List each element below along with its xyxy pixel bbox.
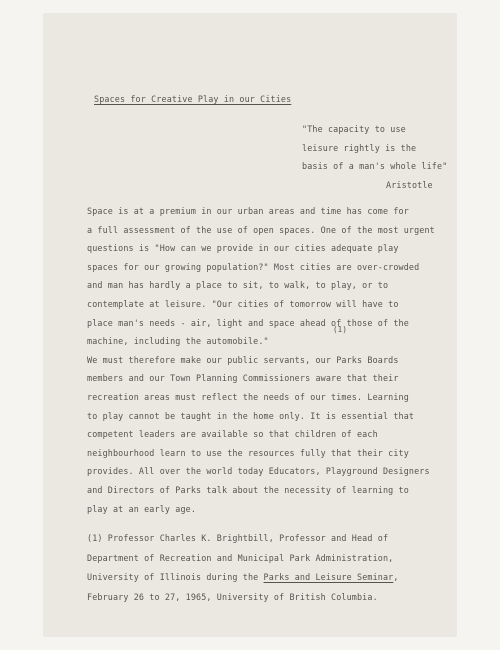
footnote-text: University of Illinois during the bbox=[87, 572, 264, 582]
footnote-line: (1) Professor Charles K. Brightbill, Professor and Head of bbox=[87, 533, 389, 543]
epigraph-quote bbox=[302, 120, 462, 194]
body-text bbox=[87, 202, 467, 518]
seminar-title: Parks and Leisure Seminar bbox=[263, 572, 394, 582]
body-line: provides. All over the world today Educators, Playground Designers bbox=[87, 466, 430, 477]
body-line: and man has hardly a place to sit, to walk, to play, or to bbox=[87, 280, 389, 291]
body-line: to play cannot be taught in the home only. It is essential that bbox=[87, 410, 415, 421]
body-line: members and our Town Planning Commissioners aware that their bbox=[87, 373, 399, 384]
quote-author: Aristotle bbox=[386, 179, 433, 190]
document-title: Spaces for Creative Play in our Cities bbox=[94, 94, 292, 104]
footnote bbox=[87, 529, 467, 607]
document-page bbox=[44, 14, 456, 636]
body-line: play at an early age. bbox=[87, 503, 197, 514]
body-line: contemplate at leisure. "Our cities of tomorrow will have to bbox=[87, 298, 399, 309]
footnote-text: , bbox=[393, 572, 399, 582]
footnote-line bbox=[87, 568, 467, 588]
footnote-line: Department of Recreation and Municipal Park Administration, bbox=[87, 552, 394, 563]
body-line: recreation areas must reflect the needs of our times. Learning bbox=[87, 391, 409, 402]
body-line: competent leaders are available so that children of each bbox=[87, 429, 378, 440]
body-line: Space is at a premium in our urban areas and time has come for bbox=[87, 206, 409, 216]
quote-line: basis of a man's whole life" bbox=[302, 161, 448, 171]
quote-line: leisure rightly is the bbox=[302, 142, 417, 153]
body-line: a full assessment of the use of open spaces. One of the most urgent bbox=[87, 224, 435, 235]
quote-line: "The capacity to use bbox=[302, 124, 406, 134]
body-line: We must therefore make our public servants, our Parks Boards bbox=[87, 354, 399, 365]
body-line: machine, including the automobile." bbox=[87, 336, 269, 347]
body-line: neighbourhood learn to use the resources fully that their city bbox=[87, 447, 409, 458]
body-line-with-reference bbox=[87, 325, 467, 351]
body-line: questions is "How can we provide in our cities adequate play bbox=[87, 243, 399, 254]
body-line: spaces for our growing population?" Most cities are over-crowded bbox=[87, 261, 420, 272]
body-line: place man's needs - air, light and space ahead of those of the bbox=[87, 317, 409, 328]
footnote-marker: (1) bbox=[333, 325, 347, 335]
body-line: and Directors of Parks talk about the necessity of learning to bbox=[87, 484, 409, 495]
footnote-line: February 26 to 27, 1965, University of British Columbia. bbox=[87, 591, 378, 602]
